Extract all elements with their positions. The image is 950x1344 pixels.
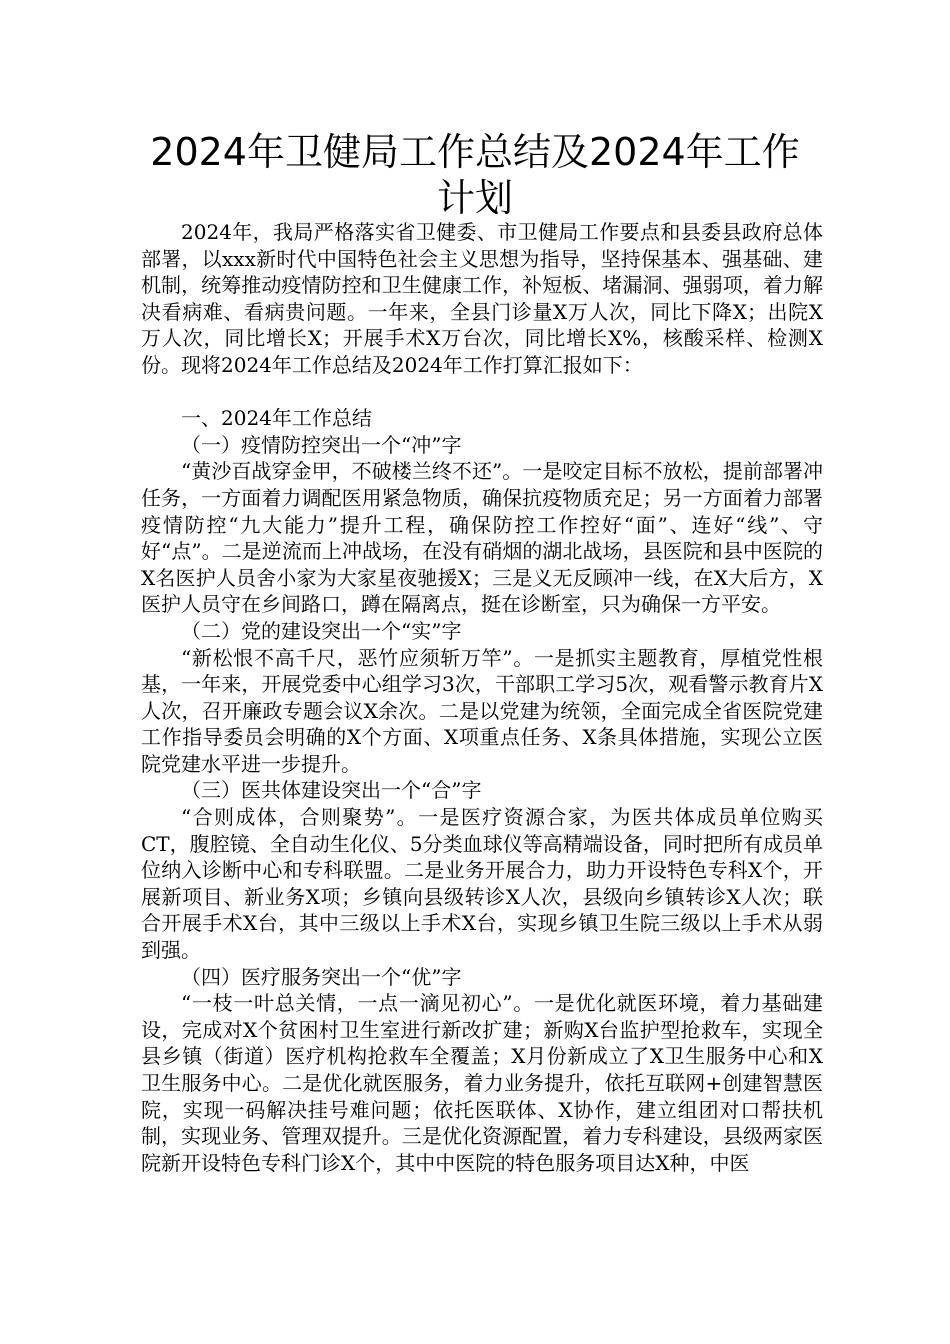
document-title-line-1: 2024年卫健局工作总结及2024年工作 [150, 130, 800, 174]
subsection-body-4: “一枝一叶总关情，一点一滴见初心”。一是优化就医环境，着力基础建设，完成对X个贫困村卫生室进行新改扩建；新购X台监护型抢救车，实现全县乡镇（街道）医疗机构抢救车全覆盖；X月份新成立了X卫生服务中心和X卫生服务中心。二是优化就医服务，着力业务提升，依托互联网+创建智慧医院，实现一码解决挂号难问题；依托医联体、X协作，建立组团对口帮扶机制，实现业务、管理双提升。三是优化资源配置，着力专科建设，县级两家医院新开设特色专科门诊X个，其中中医院的特色服务项目达X种，中医 [141, 991, 823, 1175]
document-title-line-2: 计划 [436, 176, 513, 220]
subsection-body-3: “合则成体，合则聚势”。一是医疗资源合家，为医共体成员单位购买CT，腹腔镜、全自动生化仪、5分类血球仪等高精端设备，同时把所有成员单位纳入诊断中心和专科联盟。二是业务开展合力，助力开设特色专科X个，开展新项目、新业务X项；乡镇向县级转诊X人次，县级向乡镇转诊X人次；联合开展手术X台，其中三级以上手术X台，实现乡镇卫生院三级以上手术从弱到强。 [141, 805, 823, 963]
paragraph-spacer [141, 379, 823, 406]
subsection-heading-2: （二）党的建设突出一个“实”字 [181, 618, 462, 643]
document-body [141, 219, 823, 1176]
subsection-heading-1: （一）疫情防控突出一个“冲”字 [181, 432, 462, 457]
intro-paragraph: 2024年，我局严格落实省卫健委、市卫健局工作要点和县委县政府总体部署，以xxx新时代中国特色社会主义思想为指导，坚持保基本、强基础、建机制，统筹推动疫情防控和卫生健康工作，补短板、堵漏洞、强弱项，着力解决看病难、看病贵问题。一年来，全县门诊量X万人次，同比下降X；出院X万人次，同比增长X；开展手术X万台次，同比增长X%，核酸采样、检测X份。现将2024年工作总结及2024年工作打算汇报如下： [141, 220, 823, 377]
subsection-heading-3: （三）医共体建设突出一个“合”字 [181, 778, 482, 803]
section-heading: 一、2024年工作总结 [181, 406, 372, 431]
subsection-body-2: “新松恨不高千尺，恶竹应须斩万竿”。一是抓实主题教育，厚植党性根基，一年来，开展党委中心组学习3次，干部职工学习5次，观看警示教育片X人次，召开廉政专题会议X余次。二是以党建为统领，全面完成全省医院党建工作指导委员会明确的X个方面、X项重点任务、X条具体措施，实现公立医院党建水平进一步提升。 [141, 645, 823, 776]
subsection-heading-4: （四）医疗服务突出一个“优”字 [181, 964, 462, 989]
subsection-body-1: “黄沙百战穿金甲，不破楼兰终不还”。一是咬定目标不放松，提前部署冲任务，一方面着力调配医用紧急物质，确保抗疫物质充足；另一方面着力部署疫情防控“九大能力”提升工程，确保防控工作控好“面”、连好“线”、守好“点”。二是逆流而上冲战场，在没有硝烟的湖北战场，县医院和县中医院的X名医护人员舍小家为大家星夜驰援X；三是义无反顾冲一线，在X大后方，X医护人员守在乡间路口，蹲在隔离点，挺在诊断室，只为确保一方平安。 [141, 459, 823, 617]
